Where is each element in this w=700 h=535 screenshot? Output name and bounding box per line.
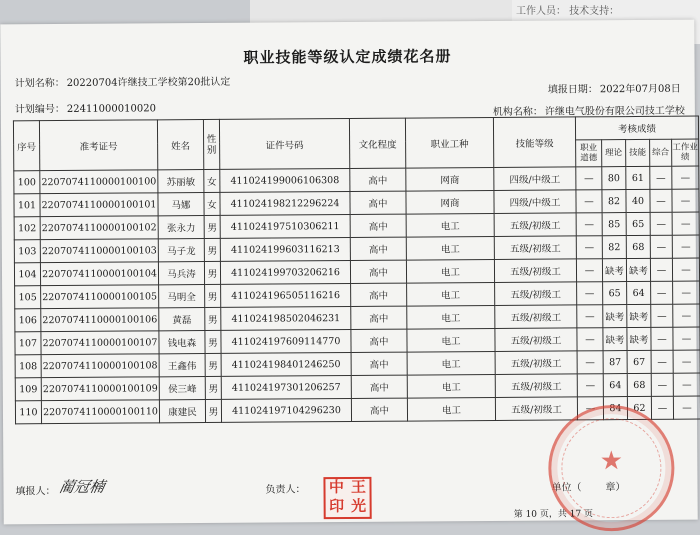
cell-education: 高中 xyxy=(351,375,407,398)
plan-no-label: 计划编号： xyxy=(14,103,65,116)
cell-ethics: — xyxy=(577,305,603,328)
cell-name: 钱电森 xyxy=(159,331,205,354)
cell-education: 高中 xyxy=(350,168,406,191)
personal-seal xyxy=(323,477,371,519)
cell-job: 电工 xyxy=(407,282,495,306)
cell-level: 五级/初级工 xyxy=(494,213,576,237)
cell-exam-no: 2207074110000100106 xyxy=(41,308,159,332)
header-seq: 序号 xyxy=(13,121,39,171)
plan-no-line xyxy=(15,99,156,115)
cell-work: — xyxy=(673,373,700,396)
table-body xyxy=(14,166,700,424)
header-skill: 技能 xyxy=(626,139,650,166)
cell-education: 高中 xyxy=(351,329,407,352)
cell-overall: — xyxy=(651,350,673,373)
cell-name: 马明全 xyxy=(159,285,205,308)
cell-name: 王鑫伟 xyxy=(159,354,205,377)
cell-id-no: 411024197301206257 xyxy=(221,375,351,399)
cell-overall: — xyxy=(651,281,673,304)
cell-level: 五级/初级工 xyxy=(495,305,577,329)
cell-education: 高中 xyxy=(350,191,406,214)
header-gender: 性别 xyxy=(203,119,219,169)
cell-skill: 缺考 xyxy=(626,258,650,281)
cell-skill: 62 xyxy=(627,396,651,419)
cell-work: — xyxy=(672,212,699,235)
cell-id-no: 411024198212296224 xyxy=(220,191,350,215)
cell-education: 高中 xyxy=(350,237,406,260)
plan-name-line xyxy=(15,73,231,90)
cell-theory: 87 xyxy=(603,351,627,374)
cell-level: 五级/初级工 xyxy=(495,282,577,306)
cell-job: 电工 xyxy=(407,305,495,329)
filler-label: 填报人： xyxy=(15,486,56,498)
cell-seq: 105 xyxy=(15,286,41,309)
cell-skill: 缺考 xyxy=(627,304,651,327)
cell-job: 电工 xyxy=(406,236,494,260)
cell-level: 五级/初级工 xyxy=(495,351,577,375)
cell-id-no: 411024197609114770 xyxy=(221,329,351,353)
roster-sheet xyxy=(0,20,697,525)
cell-overall: — xyxy=(650,235,672,258)
cell-work: — xyxy=(672,189,699,212)
cell-job: 电工 xyxy=(407,351,495,375)
cell-ethics: — xyxy=(576,167,602,190)
cell-seq: 108 xyxy=(15,355,41,378)
cell-skill: 68 xyxy=(627,373,651,396)
org-label: 机构名称： xyxy=(492,106,543,118)
cell-ethics: — xyxy=(576,236,602,259)
cell-overall: — xyxy=(651,327,673,350)
cell-name: 苏丽敏 xyxy=(158,170,204,193)
cell-skill: 68 xyxy=(626,235,650,258)
cell-theory: 85 xyxy=(602,213,626,236)
cell-ethics: — xyxy=(577,328,603,351)
cell-theory: 82 xyxy=(602,190,626,213)
cell-id-no: 411024199006106308 xyxy=(220,168,350,192)
cell-gender: 男 xyxy=(204,215,220,238)
cell-level: 五级/初级工 xyxy=(495,397,577,421)
cell-seq: 101 xyxy=(14,194,40,217)
cell-exam-no: 2207074110000100103 xyxy=(40,239,158,263)
cell-education: 高中 xyxy=(351,398,407,421)
cell-exam-no: 2207074110000100104 xyxy=(40,262,158,286)
cell-ethics: — xyxy=(577,374,603,397)
seal-char: 王 xyxy=(350,477,367,496)
filler-signature: 蔺冠楠 xyxy=(57,477,107,497)
cell-job: 电工 xyxy=(407,374,495,398)
cell-theory: 64 xyxy=(603,374,627,397)
cell-gender: 女 xyxy=(204,169,220,192)
cell-exam-no: 2207074110000100105 xyxy=(41,285,159,309)
cell-seq: 106 xyxy=(15,309,41,332)
cell-overall: — xyxy=(651,396,673,419)
cell-level: 五级/初级工 xyxy=(494,259,576,283)
responsible-label: 负责人： xyxy=(265,484,306,496)
cell-theory: 80 xyxy=(602,167,626,190)
cell-skill: 64 xyxy=(627,281,651,304)
cell-job: 电工 xyxy=(406,259,494,283)
cell-seq: 110 xyxy=(15,401,41,424)
cell-seq: 104 xyxy=(14,263,40,286)
cell-seq: 103 xyxy=(14,240,40,263)
cell-gender: 女 xyxy=(204,192,220,215)
header-job: 职业工种 xyxy=(405,117,493,168)
seal-char: 光 xyxy=(351,496,367,515)
cell-education: 高中 xyxy=(350,260,406,283)
cell-education: 高中 xyxy=(351,352,407,375)
cell-seq: 107 xyxy=(15,332,41,355)
cell-gender: 男 xyxy=(204,261,220,284)
cell-name: 马子龙 xyxy=(158,239,204,262)
cell-work: — xyxy=(672,235,699,258)
score-table xyxy=(13,116,700,425)
seal-char: 中 xyxy=(328,478,345,497)
cell-level: 四级/中级工 xyxy=(494,167,576,191)
document-title: 职业技能等级认定成绩花名册 xyxy=(243,47,452,67)
cell-work: — xyxy=(673,304,700,327)
cell-seq: 102 xyxy=(14,217,40,240)
cell-skill: 65 xyxy=(626,212,650,235)
cell-education: 高中 xyxy=(351,306,407,329)
header-education: 文化程度 xyxy=(349,118,405,168)
cell-level: 四级/中级工 xyxy=(494,190,576,214)
cell-id-no: 411024197104296230 xyxy=(221,398,351,422)
cell-id-no: 411024199603116213 xyxy=(220,237,350,261)
cell-exam-no: 2207074110000100102 xyxy=(40,216,158,240)
cell-name: 张永力 xyxy=(158,216,204,239)
cell-ethics: — xyxy=(577,351,603,374)
cell-work: — xyxy=(672,258,699,281)
cell-name: 马兵涛 xyxy=(158,262,204,285)
cell-overall: — xyxy=(650,189,672,212)
cell-level: 五级/初级工 xyxy=(495,328,577,352)
cell-exam-no: 2207074110000100100 xyxy=(40,170,158,194)
cell-level: 五级/初级工 xyxy=(495,374,577,398)
cell-work: — xyxy=(673,327,700,350)
cell-gender: 男 xyxy=(205,399,221,422)
cell-work: — xyxy=(673,281,700,304)
fill-date-line xyxy=(548,80,681,96)
cell-exam-no: 2207074110000100101 xyxy=(40,193,158,217)
star-icon: ★ xyxy=(599,445,624,477)
cell-ethics: — xyxy=(576,259,602,282)
cell-level: 五级/初级工 xyxy=(494,236,576,260)
unit-label: 单位（ xyxy=(551,482,582,494)
cell-seq: 109 xyxy=(15,378,41,401)
header-exam-no: 准考证号 xyxy=(39,120,157,171)
org-name: 许继电气股份有限公司技工学校 xyxy=(544,105,685,118)
cell-name: 马娜 xyxy=(158,193,204,216)
cell-gender: 男 xyxy=(205,307,221,330)
cell-gender: 男 xyxy=(205,376,221,399)
cell-theory: 缺考 xyxy=(603,328,627,351)
cell-job: 网商 xyxy=(406,190,494,214)
cell-job: 电工 xyxy=(407,397,495,421)
fill-date-label: 填报日期： xyxy=(547,84,598,96)
cell-work: — xyxy=(673,396,700,419)
cell-work: — xyxy=(672,166,699,189)
cell-gender: 男 xyxy=(205,284,221,307)
cell-skill: 61 xyxy=(626,166,650,189)
cell-id-no: 411024198401246250 xyxy=(221,352,351,376)
header-ethics: 职业道德 xyxy=(576,140,602,167)
fill-date-value: 2022年07月08日 xyxy=(599,83,681,96)
plan-no-value: 22411000010020 xyxy=(66,103,156,115)
cell-id-no: 411024199703206216 xyxy=(220,260,350,284)
cell-work: — xyxy=(673,350,700,373)
cell-overall: — xyxy=(650,212,672,235)
header-theory: 理论 xyxy=(602,140,626,167)
cell-name: 黄磊 xyxy=(159,308,205,331)
cell-exam-no: 2207074110000100109 xyxy=(41,377,159,401)
cell-ethics: — xyxy=(576,190,602,213)
page-info: 第 10 页，共 17 页 xyxy=(513,509,594,520)
header-level: 技能等级 xyxy=(493,117,575,168)
seal-char: 印 xyxy=(329,497,345,516)
header-overall: 综合 xyxy=(650,139,672,166)
cell-theory: 65 xyxy=(603,282,627,305)
cell-id-no: 411024197510306211 xyxy=(220,214,350,238)
cell-theory: 缺考 xyxy=(602,259,626,282)
cell-overall: — xyxy=(651,304,673,327)
header-scores: 考核成绩 xyxy=(575,116,698,140)
cell-exam-no: 2207074110000100108 xyxy=(41,354,159,378)
cell-overall: — xyxy=(650,166,672,189)
cell-education: 高中 xyxy=(350,214,406,237)
cell-ethics: — xyxy=(577,282,603,305)
cell-education: 高中 xyxy=(351,283,407,306)
plan-name-value: 20220704许继技工学校第20批认定 xyxy=(66,76,231,89)
cell-gender: 男 xyxy=(204,238,220,261)
background-sheet-snippet: 工作人员： 技术支持： xyxy=(512,0,700,44)
cell-id-no: 411024196505116216 xyxy=(221,283,351,307)
cell-id-no: 411024198502046231 xyxy=(221,306,351,330)
cell-job: 电工 xyxy=(407,328,495,352)
unit-tail: 章） xyxy=(605,482,626,494)
cell-job: 网商 xyxy=(406,167,494,191)
cell-skill: 40 xyxy=(626,189,650,212)
cell-gender: 男 xyxy=(205,330,221,353)
header-id-no: 证件号码 xyxy=(219,118,349,169)
cell-ethics: — xyxy=(577,397,603,420)
cell-gender: 男 xyxy=(205,353,221,376)
cell-skill: 67 xyxy=(627,350,651,373)
cell-theory: 84 xyxy=(603,397,627,420)
cell-skill: 缺考 xyxy=(627,327,651,350)
plan-name-label: 计划名称： xyxy=(14,77,65,90)
cell-job: 电工 xyxy=(406,213,494,237)
cell-exam-no: 2207074110000100110 xyxy=(41,400,159,424)
cell-name: 侯三峰 xyxy=(159,377,205,400)
header-name: 姓名 xyxy=(157,120,203,170)
cell-overall: — xyxy=(650,258,672,281)
cell-exam-no: 2207074110000100107 xyxy=(41,331,159,355)
cell-theory: 82 xyxy=(602,236,626,259)
cell-overall: — xyxy=(651,373,673,396)
cell-name: 康建民 xyxy=(159,400,205,423)
cell-theory: 缺考 xyxy=(603,305,627,328)
cell-ethics: — xyxy=(576,213,602,236)
cell-seq: 100 xyxy=(14,171,40,194)
header-work: 工作业绩 xyxy=(672,139,699,166)
